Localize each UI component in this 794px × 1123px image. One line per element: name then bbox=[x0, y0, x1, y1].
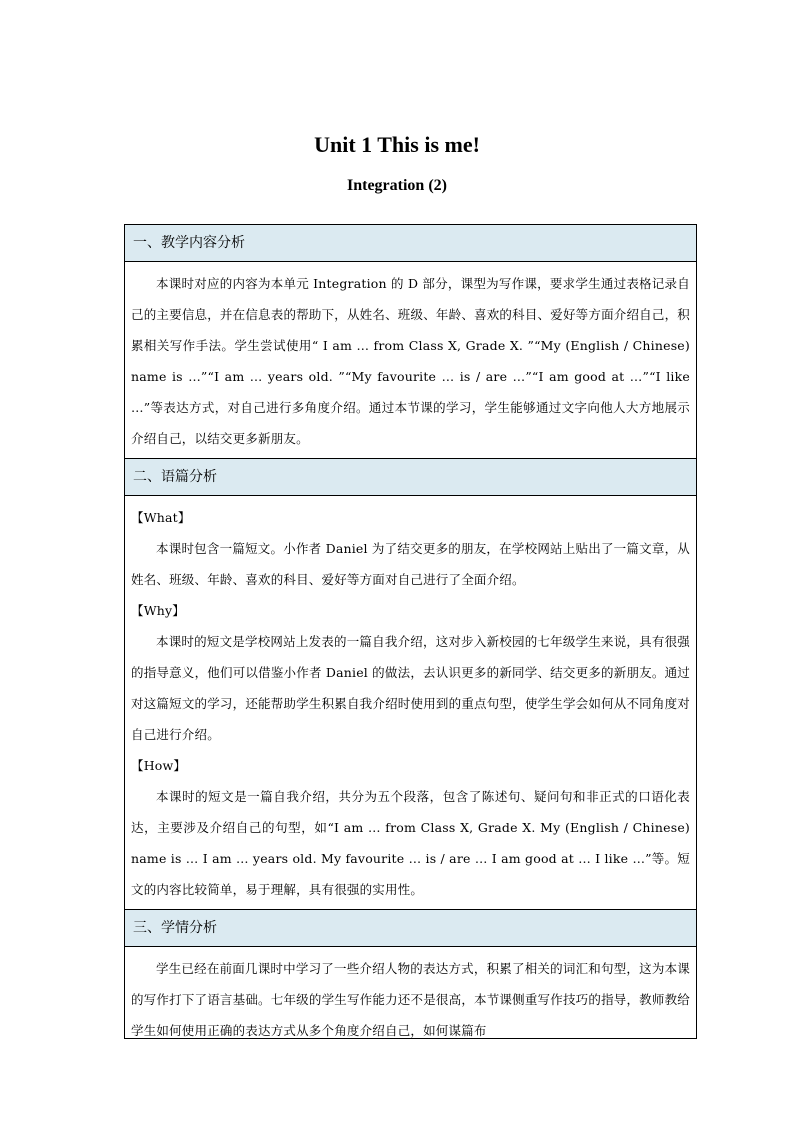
section-body-discourse-analysis bbox=[125, 496, 696, 910]
section-header-learner-analysis: 三、学情分析 bbox=[125, 910, 696, 947]
section-header-content-analysis: 一、教学内容分析 bbox=[125, 225, 696, 262]
section-body-learner-analysis bbox=[125, 947, 696, 1039]
lesson-analysis-table bbox=[124, 224, 697, 1039]
what-tag: 【What】 bbox=[131, 510, 191, 525]
how-paragraph: 本课时的短文是一篇自我介绍，共分为五个段落，包含了陈述句、疑问句和非正式的口语化表达，主要涉及介绍自己的句型，如“I am … from Class X, Grade X. My (English / Chinese) name is … I am … years old. My favourite … is / are … I am good at … I like …”等。短文的内容比较简单，易于理解，具有很强的实用性。 bbox=[131, 789, 690, 897]
how-tag: 【How】 bbox=[131, 758, 187, 773]
what-paragraph: 本课时包含一篇短文。小作者 Daniel 为了结交更多的朋友，在学校网站上贴出了一篇文章，从姓名、班级、年龄、喜欢的科目、爱好等方面对自己进行了全面介绍。 bbox=[131, 541, 690, 587]
section-header-discourse-analysis: 二、语篇分析 bbox=[125, 459, 696, 496]
section-body-content-analysis bbox=[125, 262, 696, 459]
why-tag: 【Why】 bbox=[131, 603, 185, 618]
content-analysis-paragraph: 本课时对应的内容为本单元 Integration 的 D 部分，课型为写作课，要求学生通过表格记录自己的主要信息，并在信息表的帮助下，从姓名、班级、年龄、喜欢的科目、爱好等方面介绍自己，积累相关写作手法。学生尝试使用“ I am … from Class X, Grade X. ”“My (English / Chinese) name is …”“I am … years old. ”“My favourite … is / are …”“I am good at …”“I like …”等表达方式，对自己进行多角度介绍。通过本节课的学习，学生能够通过文字向他人大方地展示介绍自己，以结交更多新朋友。 bbox=[131, 276, 690, 446]
document-subtitle: Integration (2) bbox=[347, 177, 447, 194]
why-paragraph: 本课时的短文是学校网站上发表的一篇自我介绍，这对步入新校园的七年级学生来说，具有很强的指导意义，他们可以借鉴小作者 Daniel 的做法，去认识更多的新同学、结交更多的新朋友。通过对这篇短文的学习，还能帮助学生积累自我介绍时使用到的重点句型，使学生学会如何从不同角度对自己进行介绍。 bbox=[131, 634, 690, 742]
learner-analysis-paragraph: 学生已经在前面几课时中学习了一些介绍人物的表达方式，积累了相关的词汇和句型，这为本课的写作打下了语言基础。七年级的学生写作能力还不是很高，本节课侧重写作技巧的指导，教师教给学生如何使用正确的表达方式从多个角度介绍自己，如何谋篇布 bbox=[131, 961, 690, 1038]
document-title: Unit 1 This is me! bbox=[314, 132, 480, 157]
